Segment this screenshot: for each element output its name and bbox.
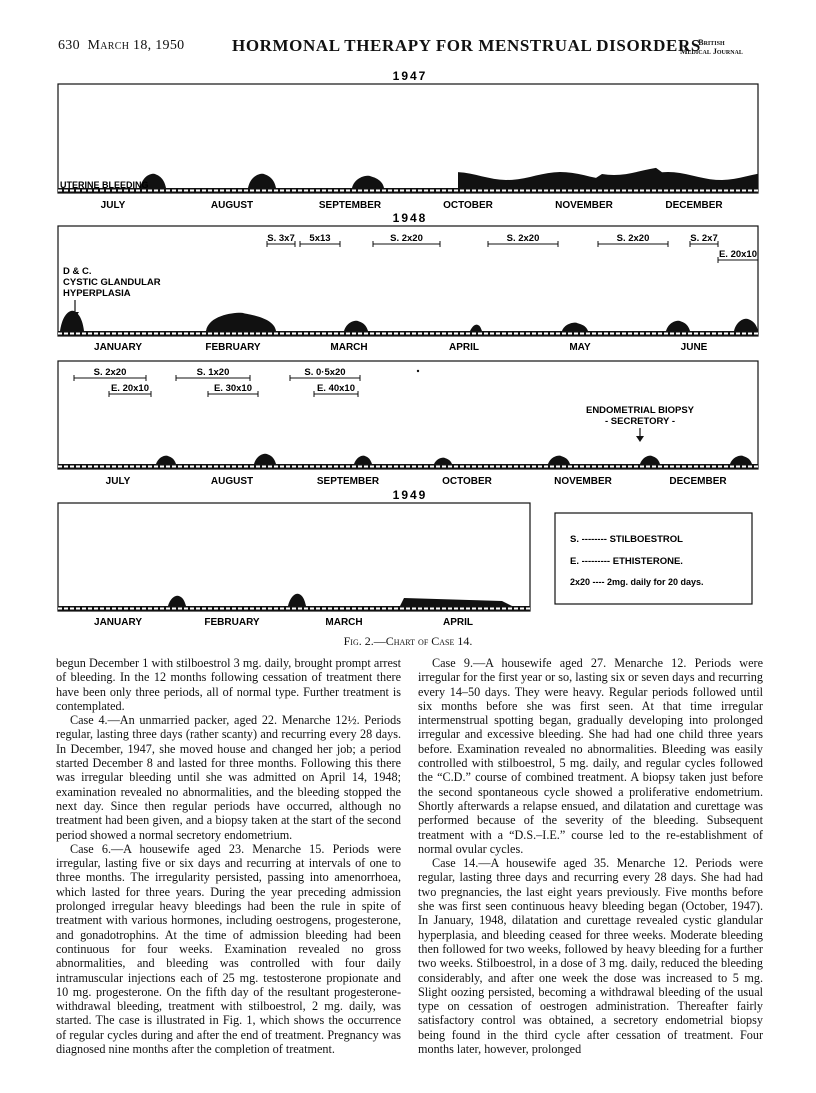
month-label: MARCH	[325, 617, 363, 628]
issue-date: March 18, 1950	[87, 38, 185, 53]
annotation-cystic: CYSTIC GLANDULAR	[63, 277, 161, 288]
month-label: APRIL	[443, 617, 473, 628]
bleeding-episode	[254, 454, 276, 464]
legend-stilboestrol: S. -------- STILBOESTROL	[570, 534, 683, 545]
caption-label: Fig. 2.	[343, 634, 374, 648]
uterine-bleeding-label: UTERINE BLEEDING	[60, 180, 149, 190]
treatment-stilboestrol-label: S. 2x20	[506, 233, 540, 244]
year-label: 1948	[392, 211, 428, 225]
treatment-ethisterone-label: E. 40x10	[316, 383, 356, 394]
paragraph-case-6: Case 6.—A housewife aged 23. Menarche 15. Periods were irregular, lasting five or six days and recurring at intervals of one to three months. The irregularity persisted, passing into amenorrhoea, which lasted for three years. During the year preceding admission prolonged irregular heavy bleedings had been the rule in spite of treatment with various hormones, including oestrogens, progesterone, and gonadotrophins. At the time of admission bleeding had been continuous for four weeks. Examination revealed no gross abnormalities, and bleeding was controlled with four daily intramuscular injections each of 25 mg. testosterone propionate and 10 mg. progesterone. On the fifth day of the resultant progesterone-withdrawal bleeding, treatment with stilboestrol, 2 mg. daily, was started. The case is illustrated in Fig. 1, which shows the occurrence of regular cycles during and after the end of treatment. Pregnancy was diagnosed nine months after the completion of treatment.	[56, 841, 401, 1057]
chart-root	[58, 69, 758, 628]
month-label: JULY	[105, 476, 131, 487]
month-label: NOVEMBER	[555, 200, 613, 211]
treatment-stilboestrol-label: 5x13	[309, 233, 331, 244]
annotation-biopsy: ENDOMETRIAL BIOPSY	[585, 405, 695, 416]
right-column	[418, 656, 763, 1056]
month-label: NOVEMBER	[554, 476, 612, 487]
treatment-stilboestrol-label: S. 3x7	[267, 233, 295, 244]
treatment-ethisterone-label: E. 30x10	[213, 383, 253, 394]
annotation-secretory: - SECRETORY -	[604, 416, 676, 427]
bleeding-episode	[206, 313, 276, 331]
scan-dot	[417, 370, 419, 372]
annotation-hyperplasia: HYPERPLASIA	[63, 288, 131, 299]
month-label: DECEMBER	[665, 200, 723, 211]
month-label: JANUARY	[94, 617, 142, 628]
month-label: JULY	[100, 200, 126, 211]
treatment-ethisterone-label: E. 20x10	[718, 249, 758, 260]
treatment-stilboestrol-label: S. 1x20	[196, 367, 230, 378]
bleeding-episode	[730, 456, 752, 464]
bleeding-episode	[666, 321, 690, 331]
legend-ethisterone: E. --------- ETHISTERONE.	[570, 556, 683, 567]
figure-caption	[0, 634, 816, 649]
month-label: OCTOBER	[442, 476, 492, 487]
month-label: JUNE	[680, 342, 708, 353]
paragraph-case-4: Case 4.—An unmarried packer, aged 22. Menarche 12½. Periods regular, lasting three days (rather scanty) and recurring every 28 days. In December, 1947, she moved house and changed her job; a period started December 8 and lasted for three months. Following this there was irregular bleeding until she was admitted on April 14, 1948; examination revealed no abnormalities, and the bleeding stopped the next day. Since then regular periods have occurred, although no treatment had been given, and a biopsy taken at the start of the second period showed a normal secretory endometrium.	[56, 713, 401, 842]
page-number: 630	[58, 38, 80, 53]
caption-text: —Chart of Case 14.	[373, 634, 473, 648]
month-label: MAY	[569, 342, 591, 353]
month-label: FEBRUARY	[204, 617, 260, 628]
bleeding-episode	[352, 176, 384, 188]
bleeding-episode	[288, 594, 306, 606]
bleeding-episode	[60, 311, 84, 331]
paragraph-case-14: Case 14.—A housewife aged 35. Menarche 12. Periods were regular, lasting three days and recurring every 28 days. She had had two pregnancies, the last eight years previously. Five months before she was first seen continuous heavy bleeding began (October, 1947). In January, 1948, dilatation and curettage revealed cystic glandular hyperplasia, and bleeding ceased for three weeks. Moderate bleeding then followed for two weeks, followed by heavy bleeding for a further two weeks. Stilboestrol, in a dose of 3 mg. daily, reduced the bleeding considerably, and after one week the dose was increased to 5 mg. Slight oozing persisted, becoming a withdrawal bleeding of the usual type on cessation of oestrogen administration. Thereafter fairly satisfactory control was obtained, a secretory endometrial biopsy being found in the third cycle after cessation of treatment. Four months later, however, prolonged	[418, 856, 763, 1057]
paragraph-case-9: Case 9.—A housewife aged 27. Menarche 12. Periods were irregular for the first year or so, lasting six or seven days and recurring every 14–50 days. They were heavy. Regular periods followed until six months before she was first seen. At that time irregular intermenstrual spotting began, gradually developing into prolonged irregular and excessive bleeding. She had had one child three years before. Examination revealed no abnormalities. Bleeding was easily controlled with stilboestrol, 5 mg. daily, and regular cycles followed the “C.D.” course of combined treatment. A biopsy taken just before the second spontaneous cycle showed a proliferative endometrium. Shortly afterwards a relapse ensued, and dilatation and curettage was performed because of the severity of the bleeding. Subsequent treatment with a “D.S.–I.E.” course led to the re-establishment of normal ovular cycles.	[418, 656, 763, 856]
journal-line-2: Medical Journal	[680, 47, 743, 56]
running-title: HORMONAL THERAPY FOR MENSTRUAL DISORDERS	[232, 36, 701, 55]
bleeding-episode	[734, 319, 758, 331]
paragraph: begun December 1 with stilboestrol 3 mg. daily, brought prompt arrest of bleeding. In the 12 months following cessation of treatment there have been only three periods, all of normal type. Further treatment is contemplated.	[56, 656, 401, 713]
treatment-stilboestrol-label: S. 2x20	[93, 367, 127, 378]
treatment-stilboestrol-label: S. 2x20	[390, 233, 423, 244]
bleeding-episode	[344, 321, 368, 331]
treatment-stilboestrol-label: S. 2x7	[690, 233, 718, 244]
month-label: DECEMBER	[669, 476, 727, 487]
year-label: 1949	[392, 488, 428, 502]
bleeding-episode	[562, 323, 588, 331]
bleeding-episode	[548, 456, 570, 464]
bleeding-episode	[434, 458, 452, 464]
annotation-d-and-c: D & C.	[63, 266, 92, 277]
month-label: SEPTEMBER	[316, 476, 380, 487]
bleeding-episode	[640, 456, 660, 464]
bleeding-episode	[248, 174, 276, 188]
legend-dosage: 2x20 ---- 2mg. daily for 20 days.	[570, 577, 704, 587]
month-label: JANUARY	[94, 342, 142, 353]
month-label: FEBRUARY	[205, 342, 261, 353]
month-label: OCTOBER	[443, 200, 493, 211]
treatment-stilboestrol-label: S. 2x20	[616, 233, 650, 244]
bleeding-episode	[470, 325, 482, 331]
month-label: APRIL	[449, 342, 479, 353]
bleeding-episode	[458, 168, 758, 188]
bleeding-episode	[168, 596, 186, 606]
month-label: AUGUST	[210, 200, 254, 211]
month-label: AUGUST	[210, 476, 254, 487]
treatment-ethisterone-label: E. 20x10	[110, 383, 150, 394]
month-label: SEPTEMBER	[318, 200, 382, 211]
treatment-stilboestrol-label: S. 0·5x20	[304, 367, 346, 378]
year-label: 1947	[392, 69, 428, 83]
month-label: MARCH	[330, 342, 368, 353]
annotation-arrowhead	[636, 436, 644, 442]
bleeding-episode	[156, 456, 176, 464]
bleeding-episode	[400, 598, 512, 606]
left-column	[56, 656, 401, 1056]
journal-line-1: British	[698, 38, 725, 47]
chart-panel	[58, 503, 530, 611]
bleeding-episode	[354, 456, 372, 464]
